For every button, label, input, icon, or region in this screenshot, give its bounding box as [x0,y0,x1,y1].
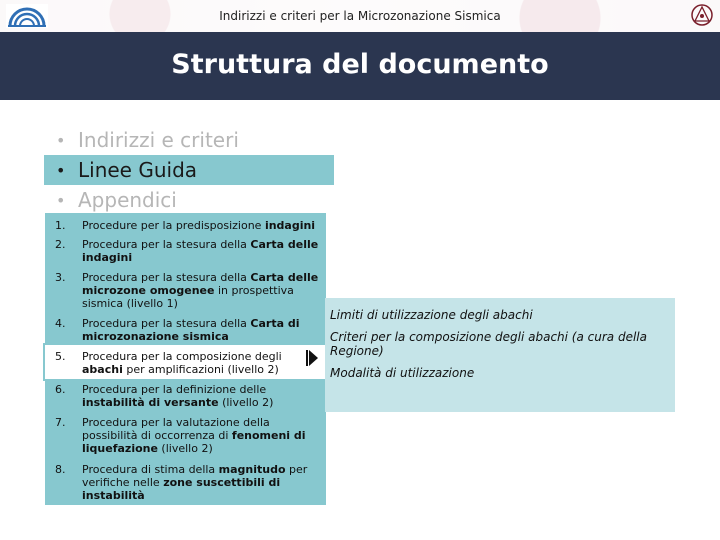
bullet-label: Appendici [78,188,177,212]
item-number: 7. [55,416,66,429]
section-bullets [44,125,334,215]
detail-panel [325,298,675,412]
item-number: 8. [55,463,66,476]
bullet-label: Indirizzi e criteri [78,128,239,152]
item-text: Procedura di stima della magnitudo per verifiche nelle zone suscettibili di instabilità [82,463,308,502]
item-number: 6. [55,383,66,396]
panel-line-criteri [330,330,670,358]
item-text: Procedura per la valutazione della possibilità di occorrenza di fenomeni di liquefazione (livello 2) [82,416,306,455]
item-text: Procedura per la stesura della Carta delle microzone omogenee in prospettiva sismica (livello 1) [82,271,319,310]
bullet-dot-icon: • [56,130,66,150]
item-text: Procedura per la composizione degli abachi per amplificazioni (livello 2) [82,350,282,376]
bullet-linee-guida[interactable] [44,155,334,185]
panel-line-criteri-text: Criteri per la composizione degli abachi (a cura della Regione) [330,330,647,358]
page-title: Struttura del documento [171,49,549,80]
item-number: 5. [55,350,66,363]
panel-line-modalita: Modalità di utilizzazione [330,366,475,380]
item-number: 3. [55,271,66,284]
procedure-list [45,213,326,505]
item-text: Procedura per la definizione delle instabilità di versante (livello 2) [82,383,274,409]
bullet-label: Linee Guida [78,158,198,182]
item-text: Procedura per la stesura della Carta di microzonazione sismica [82,317,300,343]
header-caption: Indirizzi e criteri per la Microzonazione Sismica [219,9,501,23]
bullet-appendici[interactable] [44,185,334,215]
top-banner [0,0,720,32]
pointer-arrow-icon [309,350,318,366]
item-text: Procedure per la predisposizione indagini [82,219,316,232]
bullet-dot-icon: • [56,190,66,210]
list-item-selected[interactable] [45,345,326,379]
bullet-indirizzi-e-criteri[interactable] [44,125,334,155]
item-number: 1. [55,219,66,232]
bullet-dot-icon: • [56,160,66,180]
item-text: Procedura per la stesura della Carta delle indagini [82,238,319,264]
item-number: 2. [55,238,66,251]
pointer-bar-icon [306,350,308,366]
compass-emblem-icon [690,3,714,27]
item-number: 4. [55,317,66,330]
panel-line-limiti: Limiti di utilizzazione degli abachi [330,308,533,322]
